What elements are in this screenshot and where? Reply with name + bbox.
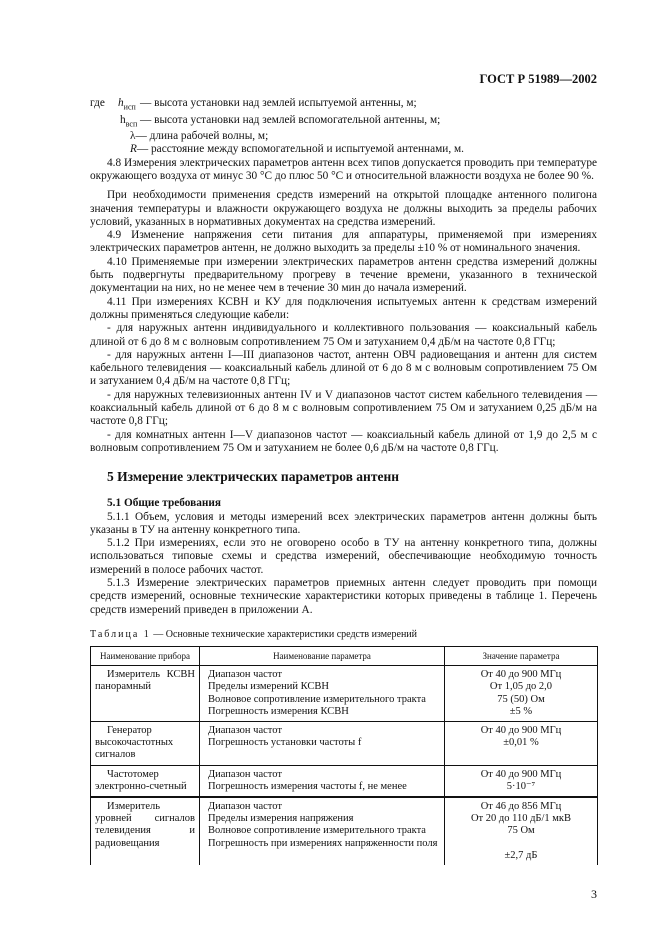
caption-text: — Основные технические характеристики средств измерений bbox=[150, 628, 417, 640]
value: От 1,05 до 2,0 bbox=[489, 681, 553, 693]
param: Пределы измерений КСВН bbox=[208, 681, 329, 693]
paragraph-4-11: 4.11 При измерениях КСВН и КУ для подключения испытуемых антенн к средствам измерений должны применяться следующие кабели: bbox=[90, 295, 597, 321]
list-item: - для наружных антенн I—III диапазонов частот, антенн ОВЧ радиовещания и антенн для систем кабельного телевидения — коаксиальный кабель длиной от 6 до 8 м с волновым сопротивлением 75 Ом и затуханием 0,4 дБ/м на частоте 0,8 ГГц; bbox=[90, 348, 597, 388]
device-cell: Частотомер электронно-счетный bbox=[91, 765, 200, 797]
table-caption bbox=[90, 629, 597, 641]
paragraph-5-1-1: 5.1.1 Объем, условия и методы измерений всех электрических параметров антенн должны быть указаны в ТУ на антенну конкретного типа. bbox=[90, 510, 597, 536]
definition-item bbox=[90, 143, 597, 156]
list-item: - для комнатных антенн I—V диапазонов частот — коаксиальный кабель длиной от 1,9 до 2,5 м с волновым сопротивлением 75 Ом и затуханием не более 0,6 дБ/м на частоте 0,8 ГГц. bbox=[90, 428, 597, 454]
caption-label: Таблица 1 bbox=[90, 628, 151, 640]
definition-text: — расстояние между вспомогательной и испытуемой антеннами, м. bbox=[136, 143, 464, 156]
params-cell bbox=[200, 666, 445, 722]
table-row bbox=[91, 666, 598, 722]
header-device: Наименование прибора bbox=[91, 646, 200, 665]
param: Погрешность установки частоты f bbox=[208, 737, 362, 749]
value: От 40 до 900 МГц bbox=[480, 768, 562, 780]
value: От 46 до 856 МГц bbox=[480, 800, 562, 812]
list-item: - для наружных антенн индивидуального и коллективного пользования — коаксиальный кабель длиной от 6 до 8 м с волновым сопротивлением 75 Ом и затуханием 0,4 дБ/м на частоте 0,8 ГГц; bbox=[90, 322, 597, 348]
param: Диапазон частот bbox=[208, 768, 282, 780]
symbol: h bbox=[118, 97, 124, 109]
paragraph-5-1-2: 5.1.2 При измерениях, если это не оговорено особо в ТУ на антенну конкретного типа, должны использоваться типовые схемы и средства измерений, обеспечивающие необходимую точность измерений в полосе рабочих частот. bbox=[90, 537, 597, 576]
symbol-sub: исп bbox=[123, 102, 136, 112]
params-cell bbox=[200, 797, 445, 865]
list-item: - для наружных телевизионных антенн IV и V диапазонов частот систем кабельного телевидения — коаксиальный кабель длиной от 6 до 8 м с волновым сопротивлением 75 Ом и затуханием 0,25 дБ/м на частоте 0,8 ГГц; bbox=[90, 388, 597, 428]
definition-text: — высота установки над землей испытуемой антенны, м; bbox=[140, 97, 417, 109]
param: Диапазон частот bbox=[208, 724, 282, 736]
paragraph-4-8: 4.8 Измерения электрических параметров антенн всех типов допускается проводить при температуре окружающего воздуха от минус 30 °С до плюс 50 °С и относительной влажности воздуха не более 90 %. bbox=[90, 156, 597, 182]
symbol-sub: всп bbox=[125, 118, 138, 128]
values-cell bbox=[445, 797, 598, 865]
symbol: h bbox=[120, 113, 126, 126]
param: Диапазон частот bbox=[208, 800, 282, 812]
table-row bbox=[91, 797, 598, 865]
paragraph-5-1-3: 5.1.3 Измерение электрических параметров приемных антенн следует проводить при помощи средств измерений, основные технические характеристики которых приведены в таблице 1. Перечень средств измерений приведен в приложении А. bbox=[90, 577, 597, 616]
definition-text: — высота установки над землей вспомогательной антенны, м; bbox=[140, 113, 441, 126]
subsection-heading: 5.1 Общие требования bbox=[107, 497, 221, 510]
param: Волновое сопротивление измерительного тракта bbox=[208, 825, 426, 837]
definition-intro: где bbox=[90, 97, 105, 109]
definition-item bbox=[90, 130, 597, 143]
symbol: λ bbox=[130, 130, 136, 143]
symbol: R bbox=[130, 143, 137, 156]
values-cell bbox=[445, 765, 598, 797]
section-heading: 5 Измерение электрических параметров антенн bbox=[107, 469, 399, 485]
value: 75 Ом bbox=[507, 825, 535, 837]
header-value: Значение параметра bbox=[445, 646, 598, 665]
definitions-block bbox=[90, 97, 597, 455]
value: ±0,01 % bbox=[503, 737, 539, 749]
params-cell bbox=[200, 765, 445, 797]
definition-text: — длина рабочей волны, м; bbox=[135, 130, 269, 143]
values-cell bbox=[445, 721, 598, 765]
param: Диапазон частот bbox=[208, 669, 282, 681]
section-5-1 bbox=[90, 497, 597, 617]
definition-item bbox=[90, 114, 597, 131]
paragraph-4-9: 4.9 Изменение напряжения сети питания для аппаратуры, применяемой при измерениях электрических параметров антенн, не должно выходить за пределы ±10 % от номинального значения. bbox=[90, 229, 597, 255]
table-row bbox=[91, 721, 598, 765]
paragraph: При необходимости применения средств измерений на открытой площадке антенного полигона значения температуры и влажности окружающего воздуха не должны выходить за пределы рабочих условий, указанных в нормативных документах на средства измерений. bbox=[90, 189, 597, 228]
value: От 40 до 900 МГц bbox=[480, 669, 562, 681]
param: Погрешность измерения КСВН bbox=[208, 705, 349, 717]
value: От 20 до 110 дБ/1 мкВ bbox=[470, 813, 572, 825]
table-header bbox=[91, 646, 598, 665]
definition-item bbox=[90, 97, 597, 114]
value: От 40 до 900 МГц bbox=[480, 724, 562, 736]
value: ±2,7 дБ bbox=[504, 849, 538, 861]
param: Волновое сопротивление измерительного тракта bbox=[208, 693, 426, 705]
param: Погрешность при измерениях напряженности поля bbox=[208, 837, 438, 849]
values-cell bbox=[445, 666, 598, 722]
specs-table bbox=[90, 646, 598, 865]
param: Погрешность измерения частоты f, не менее bbox=[208, 780, 407, 792]
device-cell: Генератор высокочастотных сигналов bbox=[91, 721, 200, 765]
param: Пределы измерения напряжения bbox=[208, 813, 354, 825]
params-cell bbox=[200, 721, 445, 765]
document-header: ГОСТ Р 51989—2002 bbox=[479, 72, 597, 86]
value: ±5 % bbox=[509, 705, 533, 717]
paragraph-4-10: 4.10 Применяемые при измерении электрических параметров антенн средства измерений должны быть подвергнуты предварительному прогреву в течение времени, указанного в технической документации на них, но не менее чем в течение 30 мин до начала измерений. bbox=[90, 255, 597, 295]
page-number: 3 bbox=[591, 886, 597, 901]
value: 5·10⁻⁷ bbox=[506, 780, 536, 792]
header-parameter: Наименование параметра bbox=[200, 646, 445, 665]
device-cell: Измеритель КСВН панорамный bbox=[91, 666, 200, 722]
value: 75 (50) Ом bbox=[497, 693, 545, 705]
device-cell: Измеритель уровней сигналов телевидения и радиовещания bbox=[91, 797, 200, 865]
table-row bbox=[91, 765, 598, 797]
